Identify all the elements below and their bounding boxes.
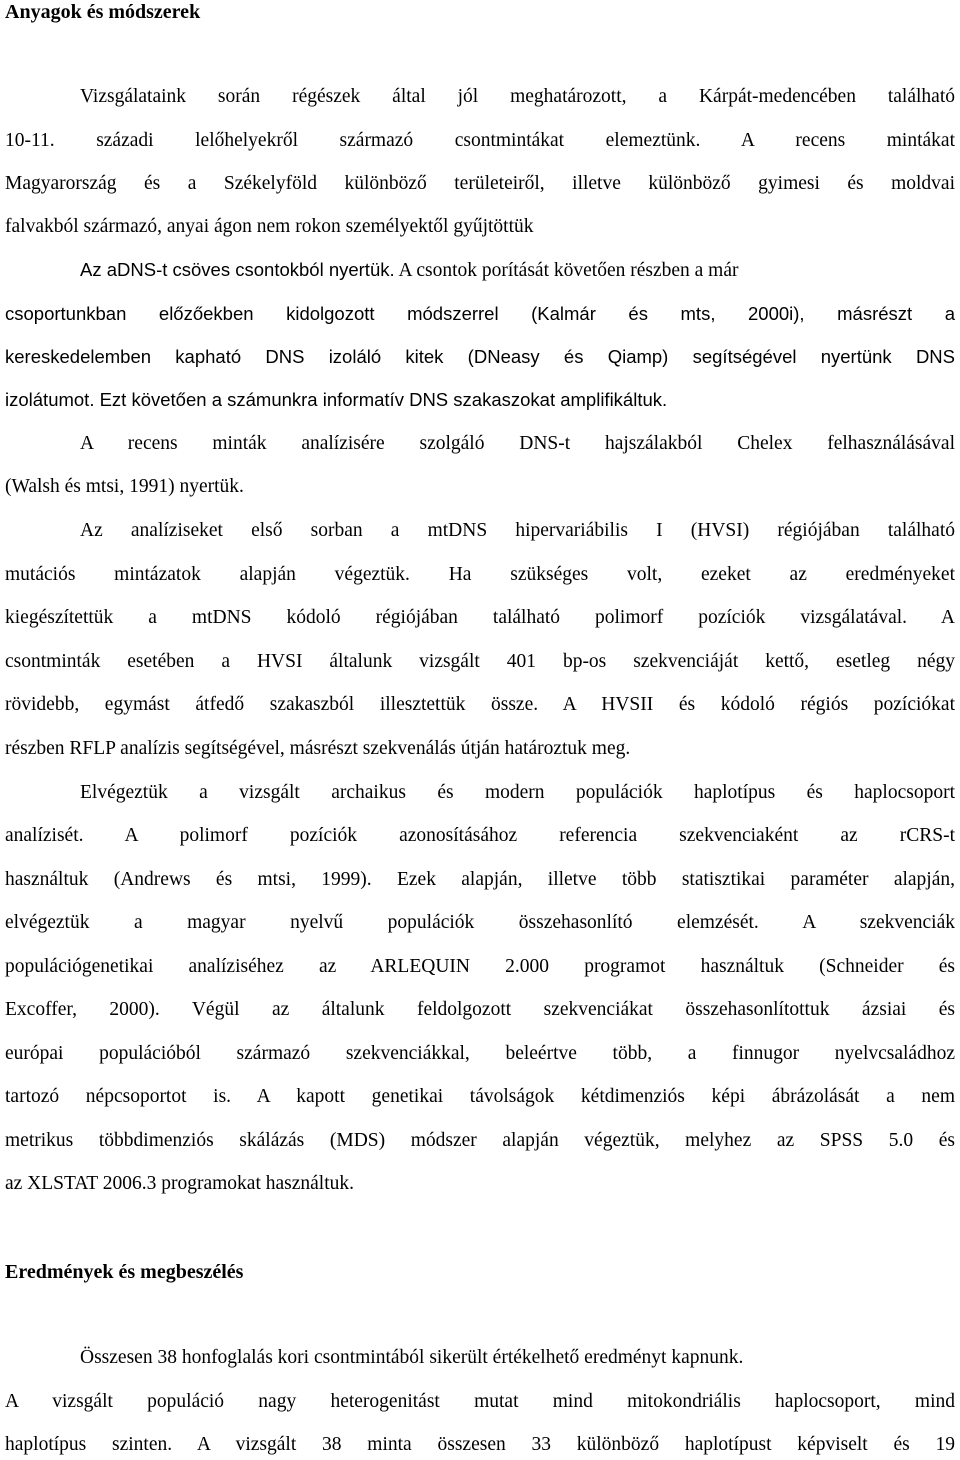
paragraph-line: Excoffer, 2000). Végül az általunk feldolgozott szekvenciákat összehasonlítottuk ázsiai és [5,999,955,1020]
paragraph-line: haplotípus szinten. A vizsgált 38 minta összesen 33 különböző haplotípust képviselt és 19 [5,1434,955,1455]
paragraph-line: csoportunkban előzőekben kidolgozott módszerrel (Kalmár és mts, 2000i), másrészt a [5,303,955,324]
section-heading-results: Eredmények és megbeszélés [5,1261,244,1283]
paragraph-line: csontminták esetében a HVSI általunk vizsgált 401 bp-os szekvenciáját kettő, esetleg négy [5,651,955,672]
paragraph-line: Az analíziseket első sorban a mtDNS hipervariábilis I (HVSI) régiójában található [80,520,955,541]
paragraph-line: izolátumot. Ezt követően a számunkra informatív DNS szakaszokat amplifikáltuk. [5,389,668,410]
paragraph-line: Elvégeztük a vizsgált archaikus és modern populációk haplotípus és haplocsoport [80,782,955,803]
paragraph-line: A vizsgált populáció nagy heterogenitást mutat mind mitokondriális haplocsoport, mind [5,1391,955,1412]
paragraph-line: használtuk (Andrews és mtsi, 1999). Ezek alapján, illetve több statisztikai paraméter alapján, [5,869,955,890]
paragraph-line: metrikus többdimenziós skálázás (MDS) módszer alapján végeztük, melyhez az SPSS 5.0 és [5,1130,955,1151]
paragraph-line: (Walsh és mtsi, 1991) nyertük. [5,476,244,497]
paragraph-line: 10-11. századi lelőhelyekről származó csontmintákat elemeztünk. A recens mintákat [5,130,955,151]
serif-run: A csontok porítását követően részben a már [394,260,739,281]
paragraph-line: európai populációból származó szekvenciákkal, beleértve több, a finnugor nyelvcsaládhoz [5,1043,955,1064]
paragraph-line: részben RFLP analízis segítségével, másrészt szekvenálás útján határoztuk meg. [5,738,631,759]
paragraph-line: tartozó népcsoportot is. A kapott genetikai távolságok kétdimenziós képi ábrázolását a nem [5,1086,955,1107]
paragraph-line: analízisét. A polimorf pozíciók azonosításához referencia szekvenciaként az rCRS-t [5,825,955,846]
paragraph-line: kiegészítettük a mtDNS kódoló régiójában található polimorf pozíciók vizsgálatával. A [5,607,955,628]
paragraph-line: Összesen 38 honfoglalás kori csontmintából sikerült értékelhető eredményt kapnunk. [80,1347,744,1368]
paragraph-line: mutációs mintázatok alapján végeztük. Ha szükséges volt, ezeket az eredményeket [5,564,955,585]
section-heading-methods: Anyagok és módszerek [5,1,201,23]
paragraph-line: az XLSTAT 2006.3 programokat használtuk. [5,1173,355,1194]
paragraph-line: elvégeztük a magyar nyelvű populációk összehasonlító elemzését. A szekvenciák [5,912,955,933]
paragraph-line: falvakból származó, anyai ágon nem rokon személyektől gyűjtöttük [5,216,534,237]
paragraph-line: A recens minták analízisére szolgáló DNS-t hajszálakból Chelex felhasználásával [80,433,955,454]
sans-run: Az aDNS-t csöves csontokból nyertük. [80,259,395,280]
paragraph-line: kereskedelemben kapható DNS izoláló kitek (DNeasy és Qiamp) segítségével nyertünk DNS [5,346,955,367]
paragraph-line: Magyarország és a Székelyföld különböző területeiről, illetve különböző gyimesi és moldvai [5,173,955,194]
paragraph-line: populációgenetikai analíziséhez az ARLEQUIN 2.000 programot használtuk (Schneider és [5,956,955,977]
paragraph-line-mixed [80,256,955,284]
paragraph-line: rövidebb, egymást átfedő szakaszból illesztettük össze. A HVSII és kódoló régiós pozíciókat [5,694,955,715]
paragraph-line: Vizsgálataink során régészek által jól meghatározott, a Kárpát-medencében található [80,86,955,107]
